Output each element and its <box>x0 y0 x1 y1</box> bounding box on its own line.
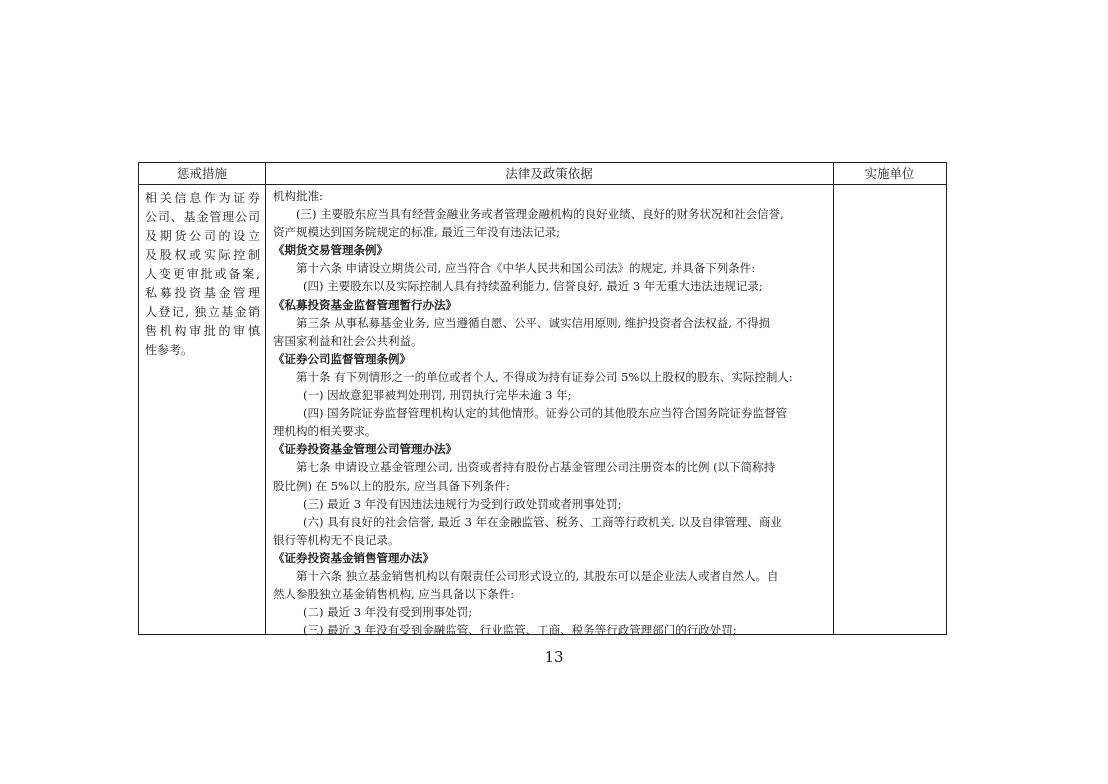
basis-line: 然人参股独立基金销售机构, 应当具备以下条件: <box>273 587 515 602</box>
regulation-title: 《私募投资基金监督管理暂行办法》 <box>273 297 457 312</box>
measures-line: 人变更审批或备案, <box>145 267 260 281</box>
regulation-title: 《证券公司监督管理条例》 <box>273 351 411 366</box>
page-number: 13 <box>544 648 564 666</box>
measures-line: 及期货公司的设立 <box>145 229 260 243</box>
basis-line: (三) 主要股东应当具有经营金融业务或者管理金融机构的良好业绩、良好的财务状况和社会信誉, <box>296 207 784 222</box>
basis-line: 资产规模达到国务院规定的标准, 最近三年没有违法记录; <box>273 225 561 240</box>
header-measures: 惩戒措施 <box>176 166 227 181</box>
measures-cell <box>145 189 260 360</box>
basis-line: 害国家利益和社会公共利益。 <box>273 333 423 348</box>
header-unit: 实施单位 <box>864 166 915 181</box>
basis-line: (二) 最近 3 年没有受到刑事处罚; <box>303 605 473 620</box>
basis-line: (三) 最近 3 年没有受到金融监管、行业监管、工商、税务等行政管理部门的行政处罚; <box>303 623 737 638</box>
measures-line: 私募投资基金管理 <box>145 286 260 300</box>
regulation-title: 《证券投资基金管理公司管理办法》 <box>273 442 457 457</box>
column-divider <box>265 163 266 634</box>
policy-table <box>138 162 947 638</box>
basis-line: 第十六条 申请设立期货公司, 应当符合《中华人民共和国公司法》的规定, 并具备下列条件: <box>296 261 756 276</box>
basis-line: (六) 具有良好的社会信誉, 最近 3 年在金融监管、税务、工商等行政机关, 以及自律管理、商业 <box>303 514 782 529</box>
basis-line: 理机构的相关要求。 <box>273 424 377 439</box>
regulation-title: 《证券投资基金销售管理办法》 <box>273 550 434 565</box>
measures-line: 相关信息作为证券 <box>145 191 260 205</box>
basis-line: (四) 主要股东以及实际控制人具有持续盈利能力, 信誉良好, 最近 3 年无重大违法违规记录; <box>303 279 763 294</box>
table-header-row <box>139 163 946 185</box>
basis-line: 第十条 有下列情形之一的单位或者个人, 不得成为持有证券公司 5%以上股权的股东、实际控制人: <box>296 369 793 384</box>
measures-line: 性参考。 <box>145 343 194 357</box>
basis-line: 股比例) 在 5%以上的股东, 应当具备下列条件: <box>273 478 510 493</box>
basis-cell <box>273 187 829 639</box>
basis-line: 第七条 申请设立基金管理公司, 出资或者持有股份占基金管理公司注册资本的比例 (以下简称持 <box>296 460 776 475</box>
header-basis: 法律及政策依据 <box>505 166 593 181</box>
regulation-title: 《期货交易管理条例》 <box>273 243 388 258</box>
basis-line: 第三条 从事私募基金业务, 应当遵循自愿、公平、诚实信用原则, 维护投资者合法权益, 不得损 <box>296 315 771 330</box>
column-divider <box>833 163 834 634</box>
basis-line: 银行等机构无不良记录。 <box>273 532 400 547</box>
basis-line: 机构批准: <box>273 189 323 203</box>
measures-line: 售机构审批的审慎 <box>145 324 260 338</box>
basis-line: (一) 因故意犯罪被判处刑罚, 刑罚执行完毕未逾 3 年; <box>303 388 572 403</box>
measures-line: 人登记, 独立基金销 <box>145 305 260 319</box>
measures-line: 公司、基金管理公司 <box>145 210 260 224</box>
basis-line: (四) 国务院证券监督管理机构认定的其他情形。证券公司的其他股东应当符合国务院证券监督管 <box>303 406 788 421</box>
measures-line: 及股权或实际控制 <box>145 248 260 262</box>
basis-line: 第十六条 独立基金销售机构以有限责任公司形式设立的, 其股东可以是企业法人或者自然人。自 <box>296 568 779 583</box>
basis-line: (三) 最近 3 年没有因违法违规行为受到行政处罚或者刑事处罚; <box>303 496 622 511</box>
